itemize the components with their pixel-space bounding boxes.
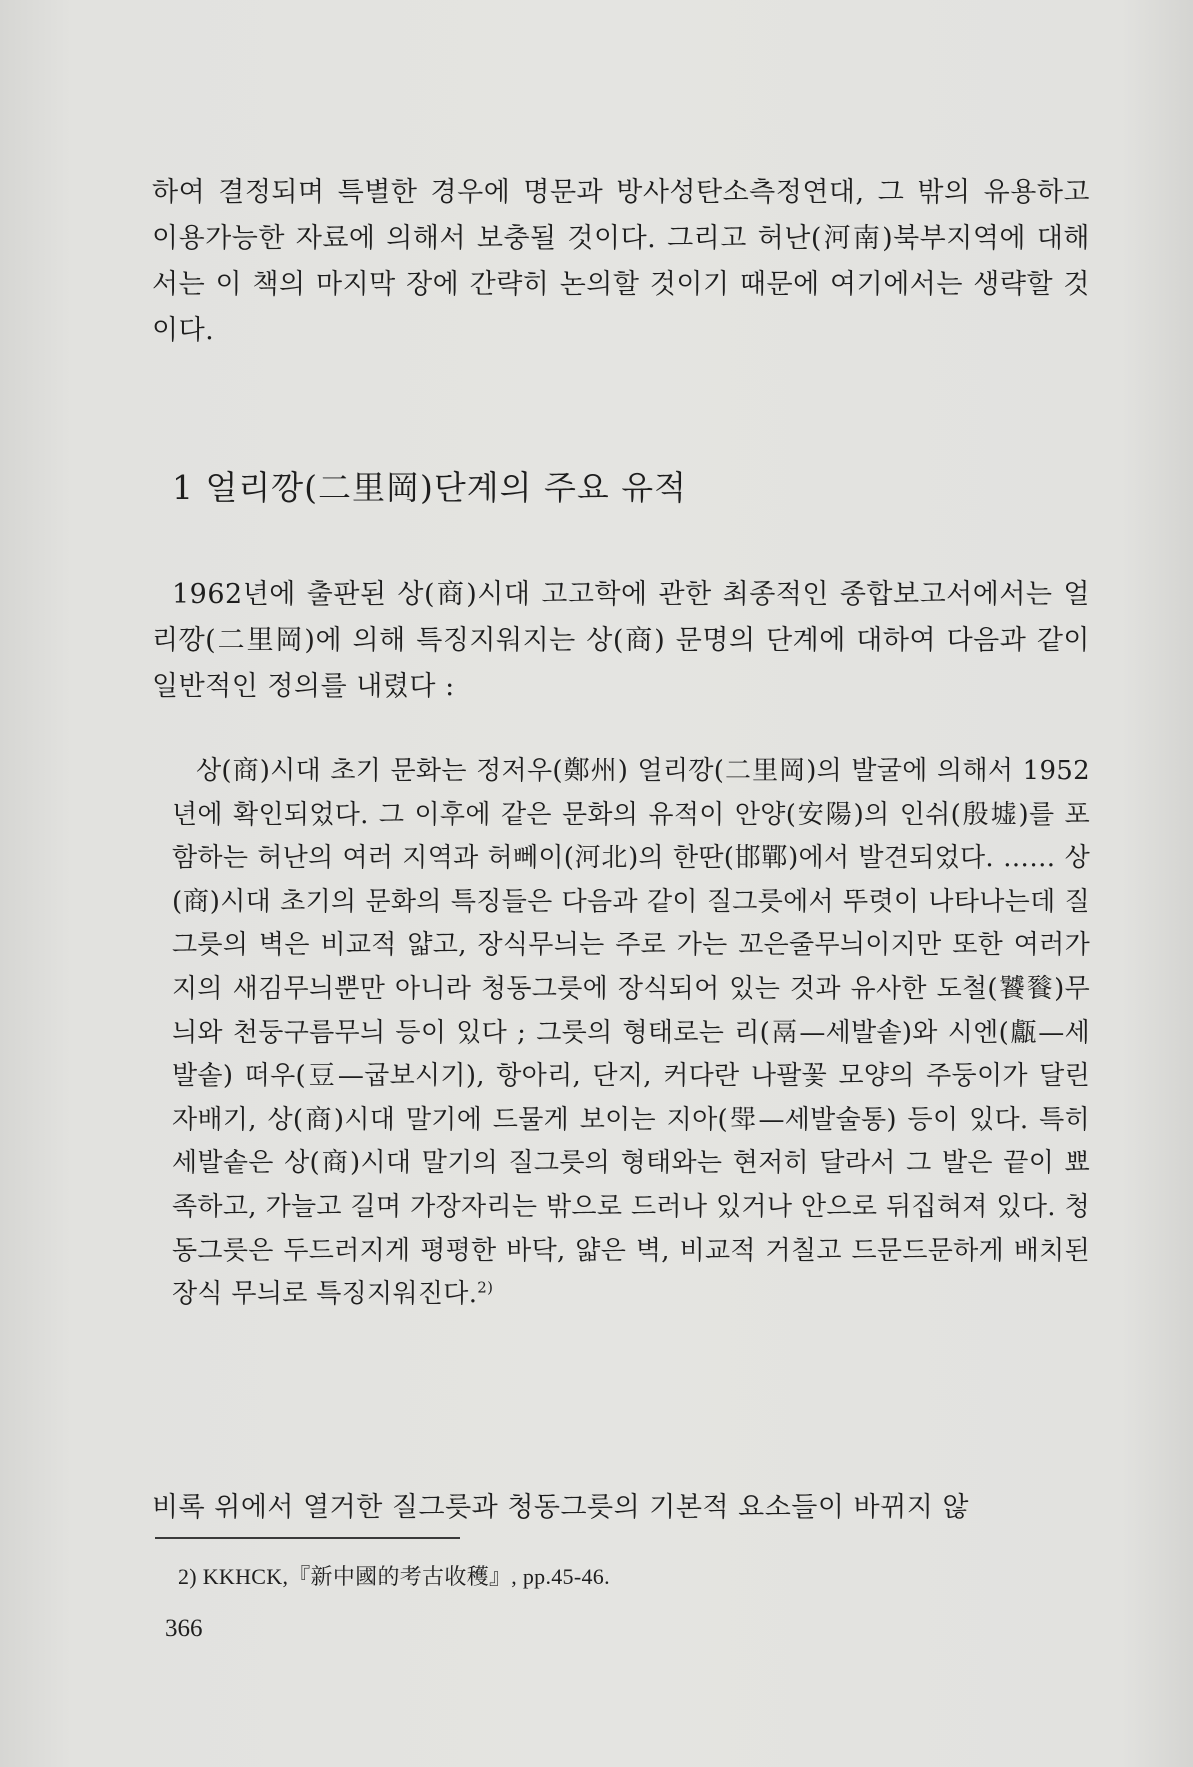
footnote-divider [155, 1537, 460, 1539]
page-number: 366 [165, 1615, 203, 1642]
footnote: 2) KKHCK,『新中國的考古收穫』, pp.45-46. [178, 1564, 610, 1589]
paragraph-text: 하여 결정되며 특별한 경우에 명문과 방사성탄소측정연대, 그 밖의 유용하고 이용가능한 자료에 의해서 보충될 것이다. 그리고 허난(河南)북부지역에 대해서는 이 책의 마지막 장에 간략히 논의할 것이기 때문에 여기에서는 생략할 것이다. [152, 177, 1090, 346]
body-paragraph-2 [152, 572, 1090, 710]
footnote-reference: 2) [477, 1278, 494, 1297]
paragraph-text: 1962년에 출판된 상(商)시대 고고학에 관한 최종적인 종합보고서에서는 얼리깡(二里岡)에 의해 특징지워지는 상(商) 문명의 단계에 대하여 다음과 같이 일반적인 정의를 내렸다 : [152, 579, 1090, 702]
paragraph-text: 비록 위에서 열거한 질그릇과 청동그릇의 기본적 요소들이 바뀌지 않 [152, 1492, 969, 1523]
quote-text: 상(商)시대 초기 문화는 정저우(鄭州) 얼리깡(二里岡)의 발굴에 의해서 1952년에 확인되었다. 그 이후에 같은 문화의 유적이 안양(安陽)의 인쉬(殷墟)를 포함하는 허난의 여러 지역과 허뻬이(河北)의 한딴(邯鄲)에서 발견되었다. …… 상(商)시대 초기의 문화의 특징들은 다음과 같이 질그릇에서 뚜렷이 나타나는데 질그릇의 벽은 비교적 얇고, 장식무늬는 주로 가는 꼬은줄무늬이지만 또한 여러가지의 새김무늬뿐만 아니라 청동그릇에 장식되어 있는 것과 유사한 도철(饕餮)무늬와 천둥구름무늬 등이 있다 ; 그릇의 형태로는 리(鬲—세발솥)와 시엔(甗—세발솥) 떠우(豆—굽보시기), 항아리, 단지, 커다란 나팔꽃 모양의 주둥이가 달린 자배기, 상(商)시대 말기에 드물게 보이는 지아(斝—세발술통) 등이 있다. 특히 세발솥은 상(商)시대 말기의 질그릇의 형태와는 현저히 달라서 그 발은 끝이 뾰족하고, 가늘고 길며 가장자리는 밖으로 드러나 있거나 안으로 뒤집혀져 있다. 청동그릇은 두드러지게 평평한 바닥, 얇은 벽, 비교적 거칠고 드문드문하게 배치된 장식 무늬로 특징지워진다. [172, 756, 1090, 1310]
section-heading: 1 얼리깡(二里岡)단계의 주요 유적 [172, 468, 687, 507]
body-paragraph-1 [152, 170, 1090, 354]
body-paragraph-3 [152, 1458, 1090, 1558]
block-quote [172, 750, 1090, 1317]
